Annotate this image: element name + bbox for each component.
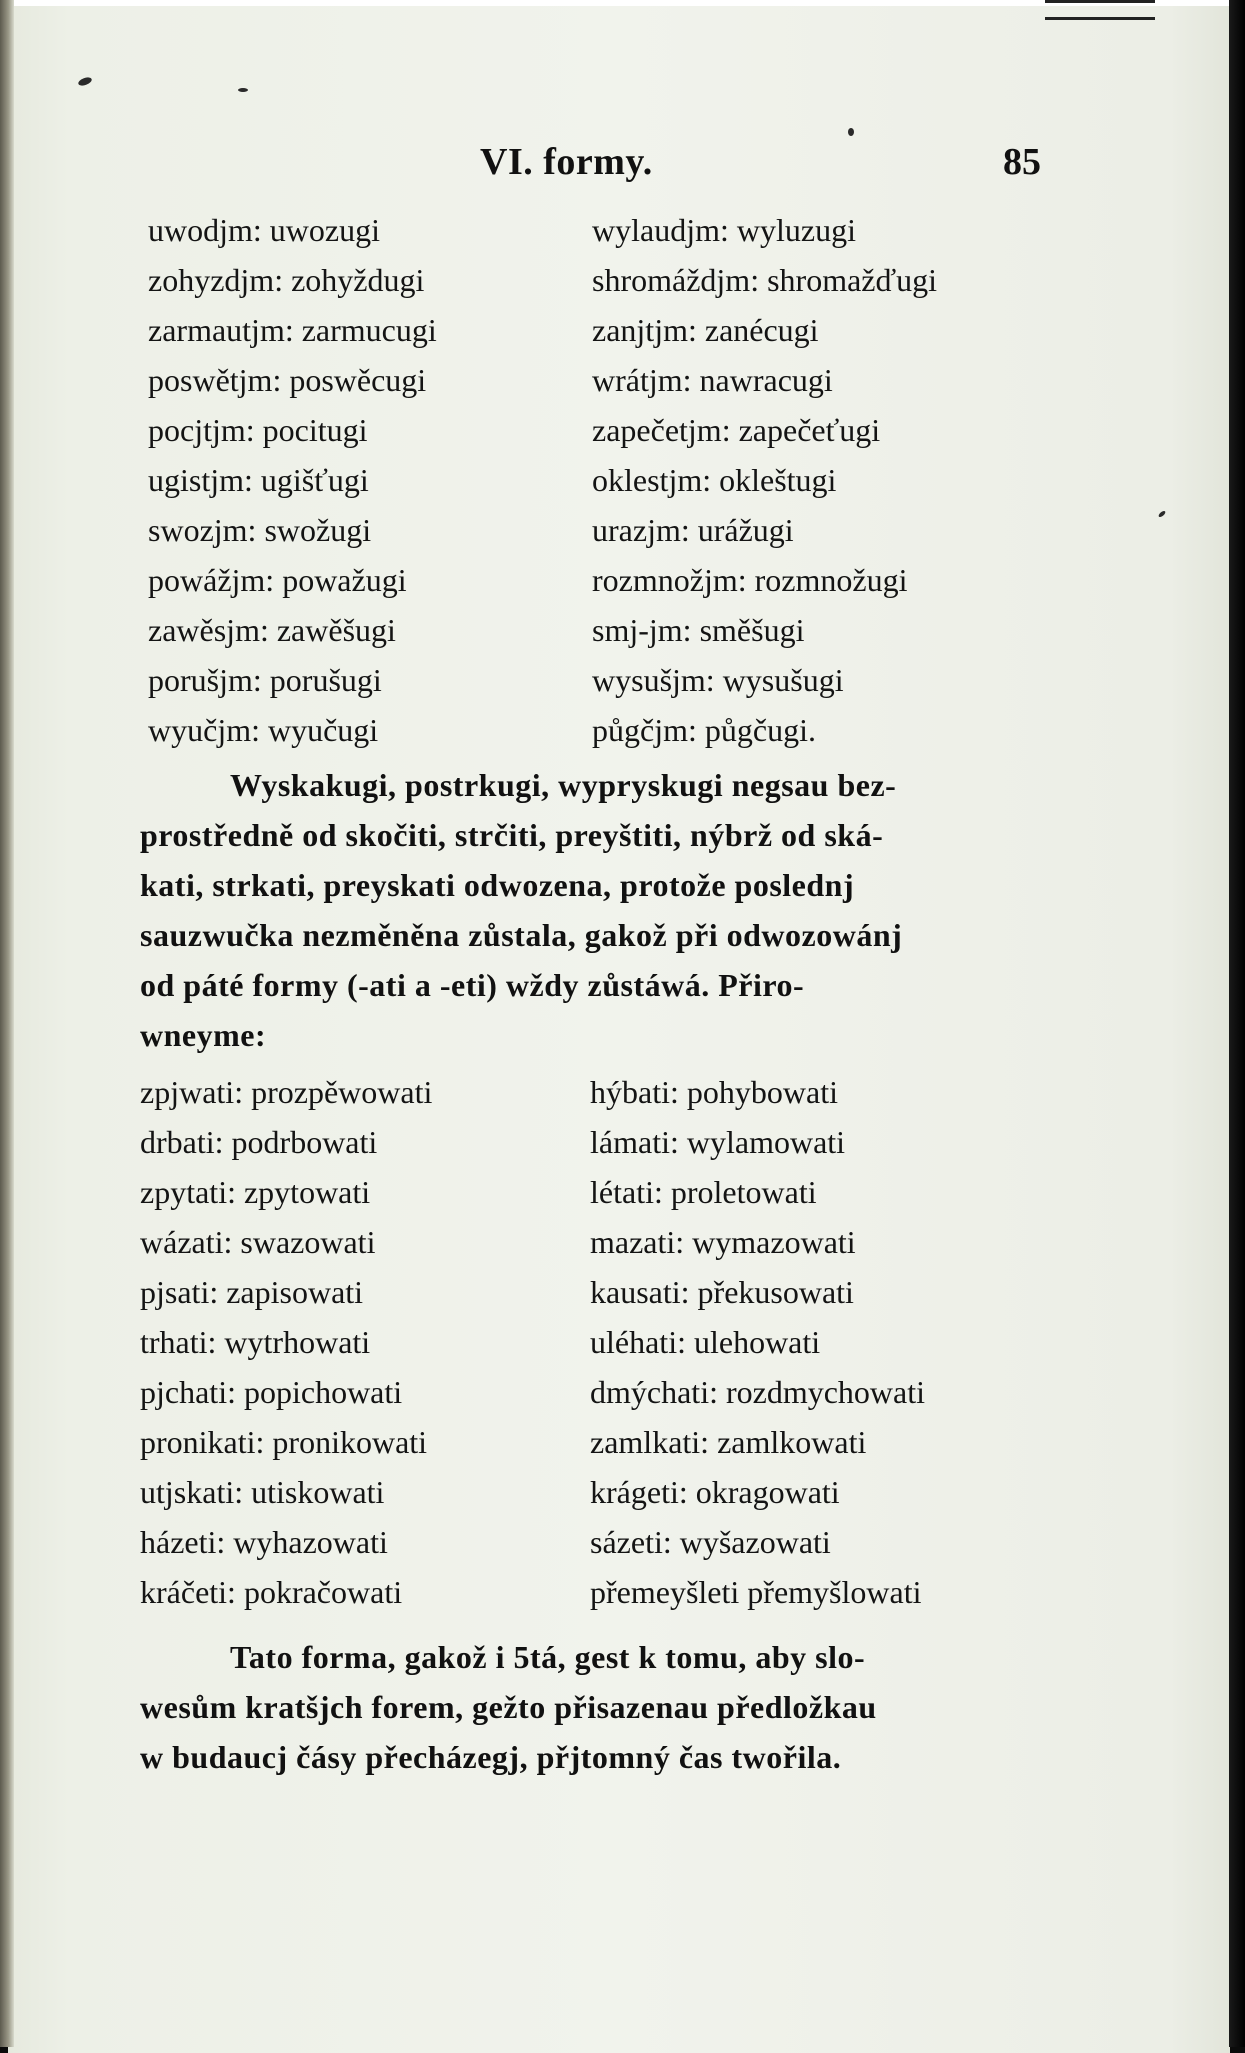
scan-artifact-bar bbox=[1045, 0, 1155, 20]
list-item: pjchati: popichowati bbox=[140, 1374, 403, 1410]
book-spine-shadow bbox=[0, 0, 14, 2047]
list-item: půgčjm: půgčugi. bbox=[592, 712, 816, 748]
list-item: ugistjm: ugišťugi bbox=[148, 462, 369, 498]
list-item: pjsati: zapisowati bbox=[140, 1274, 364, 1310]
paragraph-1 bbox=[140, 760, 1045, 1060]
ink-speck bbox=[848, 128, 854, 136]
list-item: krágeti: okragowati bbox=[590, 1474, 840, 1510]
list-item: zpytati: zpytowati bbox=[140, 1174, 371, 1210]
list-item: kráčeti: pokračowati bbox=[140, 1574, 403, 1610]
paragraph-line: wesům kratšjch forem, gežto přisazenau předložkau bbox=[140, 1689, 877, 1725]
paragraph-line: prostředně od skočiti, strčiti, preyštiti, nýbrž od ská- bbox=[140, 817, 884, 853]
list-item: zanjtjm: zanécugi bbox=[592, 312, 819, 348]
list-item: zarmautjm: zarmucugi bbox=[148, 312, 437, 348]
list-item: lámati: wylamowati bbox=[590, 1124, 846, 1160]
list-item: wyučjm: wyučugi bbox=[148, 712, 379, 748]
list-item: zpjwati: prozpěwowati bbox=[140, 1074, 433, 1110]
list-item: uléhati: ulehowati bbox=[590, 1324, 821, 1360]
list-item: wysušjm: wysušugi bbox=[592, 662, 844, 698]
list-item: kausati: překusowati bbox=[590, 1274, 854, 1310]
list-item: shromáždjm: shromažďugi bbox=[592, 262, 938, 298]
ink-speck bbox=[238, 88, 248, 92]
list-item: házeti: wyhazowati bbox=[140, 1524, 388, 1560]
list-item: dmýchati: rozdmychowati bbox=[590, 1374, 926, 1410]
list-item: swozjm: swožugi bbox=[148, 512, 372, 548]
page-header bbox=[0, 140, 1245, 200]
list-item: létati: proletowati bbox=[590, 1174, 817, 1210]
paragraph-line: sauzwučka nezměněna zůstala, gakož při odwozowánj bbox=[140, 917, 903, 953]
paragraph-line: od páté formy (-ati a -eti) wždy zůstáwá. Přiro- bbox=[140, 967, 805, 1003]
running-title: VI. formy. bbox=[480, 141, 653, 183]
list-item: zohyzdjm: zohyždugi bbox=[148, 262, 425, 298]
list-item: wrátjm: nawracugi bbox=[592, 362, 833, 398]
list-item: pocjtjm: pocitugi bbox=[148, 412, 368, 448]
list-item: powážjm: powažugi bbox=[148, 562, 407, 598]
list-item: zapečetjm: zapečeťugi bbox=[592, 412, 881, 448]
paragraph-line: w budaucj čásy přecházegj, přjtomný čas twořila. bbox=[140, 1739, 842, 1775]
page-number: 85 bbox=[1003, 141, 1041, 183]
list-item: sázeti: wyšazowati bbox=[590, 1524, 831, 1560]
list-item: mazati: wymazowati bbox=[590, 1224, 856, 1260]
list-item: porušjm: porušugi bbox=[148, 662, 382, 698]
list-item: zawěsjm: zawěšugi bbox=[148, 612, 396, 648]
paragraph-line: Wyskakugi, postrkugi, wypryskugi negsau bez- bbox=[230, 767, 897, 803]
list-item: utjskati: utiskowati bbox=[140, 1474, 385, 1510]
list-item: pronikati: pronikowati bbox=[140, 1424, 428, 1460]
list-item: trhati: wytrhowati bbox=[140, 1324, 371, 1360]
list-item: zamlkati: zamlkowati bbox=[590, 1424, 867, 1460]
list-item: rozmnožjm: rozmnožugi bbox=[592, 562, 908, 598]
paragraph-line: wneyme: bbox=[140, 1017, 267, 1053]
list-item: smj-jm: směšugi bbox=[592, 612, 805, 648]
paragraph-line: Tato forma, gakož i 5tá, gest k tomu, aby slo- bbox=[230, 1639, 866, 1675]
list-item: drbati: podrbowati bbox=[140, 1124, 378, 1160]
paragraph-line: kati, strkati, preyskati odwozena, protože poslednj bbox=[140, 867, 855, 903]
list-item: oklestjm: okleštugi bbox=[592, 462, 837, 498]
list-item: wylaudjm: wyluzugi bbox=[592, 212, 856, 248]
list-item: uwodjm: uwozugi bbox=[148, 212, 380, 248]
list-item: wázati: swazowati bbox=[140, 1224, 376, 1260]
list-item: poswětjm: poswěcugi bbox=[148, 362, 427, 398]
page-edge-shadow bbox=[1229, 0, 1245, 2047]
list-item: hýbati: pohybowati bbox=[590, 1074, 838, 1110]
list-item: urazjm: urážugi bbox=[592, 512, 794, 548]
list-item: přemeyšleti přemyšlowati bbox=[590, 1574, 922, 1610]
paragraph-2 bbox=[140, 1632, 1045, 1782]
